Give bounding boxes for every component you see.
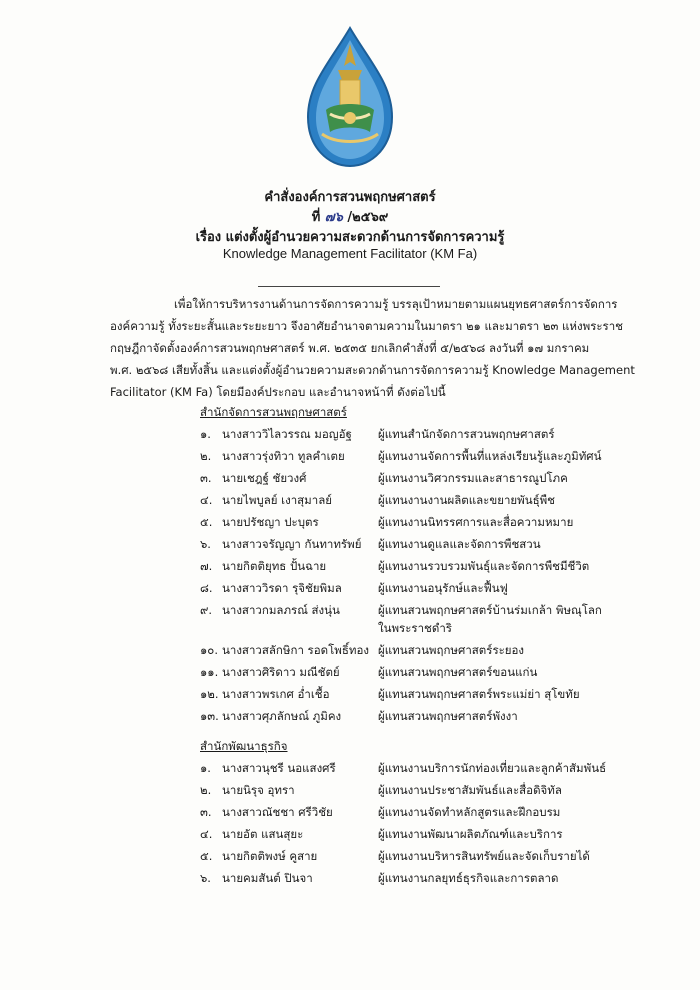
order-number xyxy=(0,206,700,227)
list-item: ๑๓. นางสาวศุภลักษณ์ ภูมิคง ผู้แทนสวนพฤกษศาสตร์พังงา xyxy=(200,709,518,723)
list-item: ๕. นายปรัชญา ปะบุตร ผู้แทนงานนิทรรศการและสื่อความหมาย xyxy=(200,515,574,529)
order-subject: เรื่อง แต่งตั้งผู้อำนวยความสะดวกด้านการจัดการความรู้ xyxy=(195,230,505,245)
body-line: กฤษฎีกาจัดตั้งองค์การสวนพฤกษศาสตร์ พ.ศ. ๒๕๓๕ ยกเลิกคำสั่งที่ ๕/๒๕๖๘ ลงวันที่ ๑๗ มกราคม xyxy=(110,341,590,355)
list-item: ๖. นายคมสันต์ ปินจา ผู้แทนงานกลยุทธ์ธุรกิจและการตลาด xyxy=(200,871,559,885)
list-item: ๑. นางสาวนุชรี นอแสงศรี ผู้แทนงานบริการนักท่องเที่ยวและลูกค้าสัมพันธ์ xyxy=(200,761,607,775)
body-line: องค์ความรู้ ทั้งระยะสั้นและระยะยาว จึงอาศัยอำนาจตามความในมาตรา ๒๑ และมาตรา ๒๓ แห่งพระราช xyxy=(110,319,623,333)
body-line: เพื่อให้การบริหารงานด้านการจัดการความรู้ บรรลุเป้าหมายตามแผนยุทธศาสตร์การจัดการ xyxy=(174,297,618,311)
list-item: ๒. นางสาวรุ่งทิวา ทูลคำเตย ผู้แทนงานจัดการพื้นที่แหล่งเรียนรู้และภูมิทัศน์ xyxy=(200,449,602,463)
list-item: ๘. นางสาววิรดา รุจิชัยพิมล ผู้แทนงานอนุรักษ์และฟื้นฟู xyxy=(200,581,508,595)
list-item: ๗. นายกิตติยุทธ ปั้นฉาย ผู้แทนงานรวบรวมพันธุ์และจัดการพืชมีชีวิต xyxy=(200,559,590,573)
body-line: Facilitator (KM Fa) โดยมีองค์ประกอบ และอำนาจหน้าที่ ดังต่อไปนี้ xyxy=(110,385,446,399)
list-item: ๔. นายไพบูลย์ เงาสุมาลย์ ผู้แทนงานงานผลิตและขยายพันธุ์พืช xyxy=(200,493,555,507)
list-item: ๑๒. นางสาวพรเกศ อ่ำเชื้อ ผู้แทนสวนพฤกษศาสตร์พระแม่ย่า สุโขทัย xyxy=(200,687,580,701)
organization-seal-icon xyxy=(300,22,400,172)
section-title: สำนักพัฒนาธุรกิจ xyxy=(200,739,288,753)
header-divider xyxy=(258,286,440,287)
order-number-suffix: /๒๕๖๙ xyxy=(347,210,389,225)
list-item: ๔. นายอัต แสนสุยะ ผู้แทนงานพัฒนาผลิตภัณฑ์และบริการ xyxy=(200,827,563,841)
order-number-handwritten: ๗๖ xyxy=(324,210,343,225)
list-item: ๑๐. นางสาวสลักษิกา รอดโพธิ์ทอง ผู้แทนสวนพฤกษศาสตร์ระยอง xyxy=(200,643,525,657)
list-item: ๓. นางสาวณัชชา ศรีวิชัย ผู้แทนงานจัดทำหลักสูตรและฝึกอบรม xyxy=(200,805,561,819)
list-item: ๒. นายนิรุจ อุทรา ผู้แทนงานประชาสัมพันธ์และสื่อดิจิทัล xyxy=(200,783,562,797)
list-item-continuation: ในพระราชดำริ xyxy=(378,621,452,635)
list-item: ๑. นางสาววิไลวรรณ มอญอัฐ ผู้แทนสำนักจัดการสวนพฤกษศาสตร์ xyxy=(200,427,555,441)
body-line: พ.ศ. ๒๕๖๘ เสียทั้งสิ้น และแต่งตั้งผู้อำนวยความสะดวกด้านการจัดการความรู้ Knowledge Management xyxy=(110,363,635,377)
order-title: คำสั่งองค์การสวนพฤกษศาสตร์ xyxy=(264,190,436,205)
order-number-prefix: ที่ xyxy=(311,210,321,225)
section-title: สำนักจัดการสวนพฤกษศาสตร์ xyxy=(200,405,347,419)
list-item: ๕. นายกิตติพงษ์ คูสาย ผู้แทนงานบริหารสินทรัพย์และจัดเก็บรายได้ xyxy=(200,849,590,863)
list-item: ๙. นางสาวกมลภรณ์ ส่งนุ่น ผู้แทนสวนพฤกษศาสตร์บ้านร่มเกล้า พิษณุโลก xyxy=(200,603,602,617)
list-item: ๑๑. นางสาวศิริดาว มณีชัตย์ ผู้แทนสวนพฤกษศาสตร์ขอนแก่น xyxy=(200,665,538,679)
list-item: ๓. นายเชฎฐ์ ชัยวงศ์ ผู้แทนงานวิศวกรรมและสาธารณูปโภค xyxy=(200,471,568,485)
list-item: ๖. นางสาวจรัญญา กันทาทรัพย์ ผู้แทนงานดูแลและจัดการพืชสวน xyxy=(200,537,541,551)
order-subject-en: Knowledge Management Facilitator (KM Fa) xyxy=(222,246,478,261)
